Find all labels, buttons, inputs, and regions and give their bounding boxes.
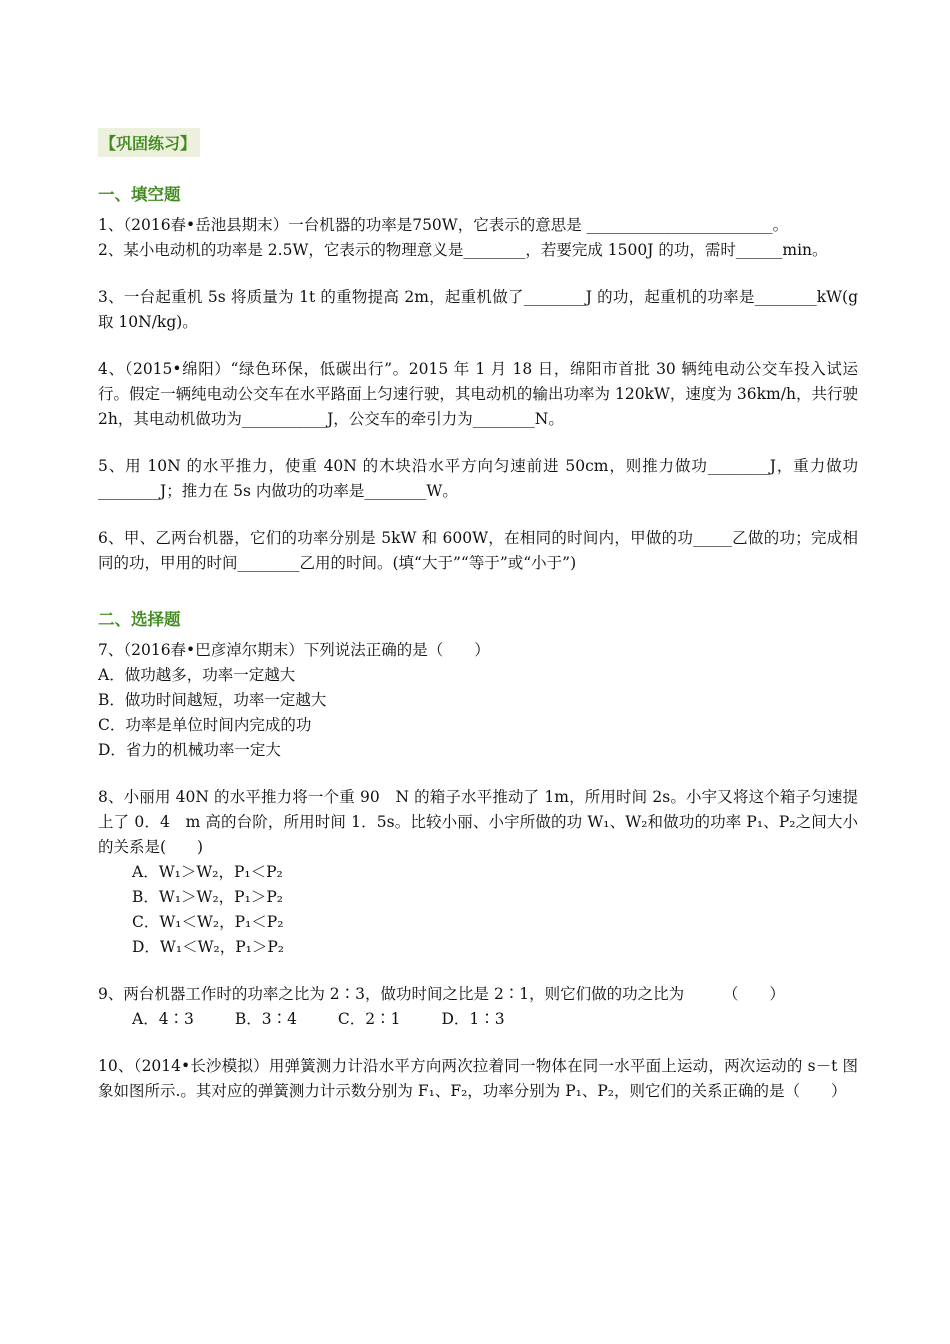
question-10-text: 10、（2014•长沙模拟）用弹簧测力计沿水平方向两次拉着同一物体在同一水平面上运动，两次运动的 s－t 图象如图所示.。其对应的弹簧测力计示数分别为 F₁、F₂，功率分别为 P₁、P₂，则它们的关系正确的是（ ）	[98, 1057, 858, 1100]
question-9-option-a: A．4∶3	[132, 1010, 194, 1028]
question-4	[98, 357, 858, 432]
question-7	[98, 638, 858, 763]
question-1-text: 1、（2016春•岳池县期末）一台机器的功率是750W，它表示的意思是 ________________________。	[98, 216, 789, 234]
question-7-option-a: A．做功越多，功率一定越大	[98, 666, 296, 684]
question-10	[98, 1054, 858, 1104]
question-5-text: 5、用 10N 的水平推力，使重 40N 的木块沿水平方向匀速前进 50cm，则推力做功________J，重力做功________J；推力在 5s 内做功的功率是________W。	[98, 457, 858, 500]
question-2	[98, 238, 858, 263]
question-9-options	[98, 1007, 858, 1032]
question-9-option-d: D．1∶3	[441, 1010, 505, 1028]
question-9-option-b: B．3∶4	[234, 1010, 297, 1028]
question-7-option-d: D．省力的机械功率一定大	[98, 741, 281, 759]
question-8-stem: 8、小丽用 40N 的水平推力将一个重 90 N 的箱子水平推动了 1m，所用时间 2s。小宇又将这个箱子匀速提上了 0．4 m 高的台阶，所用时间 1．5s。比较小丽、小宇所做的功 W₁、W₂和做功的功率 P₁、P₂之间大小的关系是( )	[98, 788, 858, 856]
question-8-option-a: A．W₁＞W₂，P₁＜P₂	[132, 863, 283, 881]
section-choice-title: 二、选择题	[98, 610, 181, 629]
question-9	[98, 982, 858, 1032]
question-4-text: 4、（2015•绵阳）“绿色环保，低碳出行”。2015 年 1 月 18 日，绵阳市首批 30 辆纯电动公交车投入试运行。假定一辆纯电动公交车在水平路面上匀速行驶，其电动机的输出功率为 120kW，速度为 36km/h，共行驶 2h，其电动机做功为___________J，公交车的牵引力为________N。	[98, 360, 858, 428]
question-3	[98, 285, 858, 335]
question-6	[98, 526, 858, 576]
question-1	[98, 213, 858, 238]
question-8-option-b: B．W₁＞W₂，P₁＞P₂	[132, 888, 283, 906]
exercise-banner: 【巩固练习】	[98, 128, 200, 157]
question-7-option-b: B．做功时间越短，功率一定越大	[98, 691, 327, 709]
question-5	[98, 454, 858, 504]
question-6-text: 6、甲、乙两台机器，它们的功率分别是 5kW 和 600W，在相同的时间内，甲做的功_____乙做的功；完成相同的功，甲用的时间________乙用的时间。(填“大于”“等于”或“小于”)	[98, 529, 858, 572]
question-7-stem: 7、（2016春•巴彦淖尔期末）下列说法正确的是（ ）	[98, 641, 490, 659]
question-9-option-c: C．2∶1	[337, 1010, 401, 1028]
question-8	[98, 785, 858, 960]
question-7-option-c: C．功率是单位时间内完成的功	[98, 716, 312, 734]
section-fill-blank-title: 一、填空题	[98, 185, 181, 204]
document-page	[98, 128, 858, 1126]
question-3-text: 3、一台起重机 5s 将质量为 1t 的重物提高 2m，起重机做了________J 的功，起重机的功率是________kW(g 取 10N/kg)。	[98, 288, 858, 331]
question-8-option-c: C．W₁＜W₂，P₁＜P₂	[132, 913, 284, 931]
question-8-option-d: D．W₁＜W₂，P₁＞P₂	[132, 938, 285, 956]
question-2-text: 2、某小电动机的功率是 2.5W，它表示的物理意义是________，若要完成 1500J 的功，需时______min。	[98, 241, 828, 259]
question-9-stem: 9、两台机器工作时的功率之比为 2∶3，做功时间之比是 2∶1，则它们做的功之比为 （ ）	[98, 985, 785, 1003]
